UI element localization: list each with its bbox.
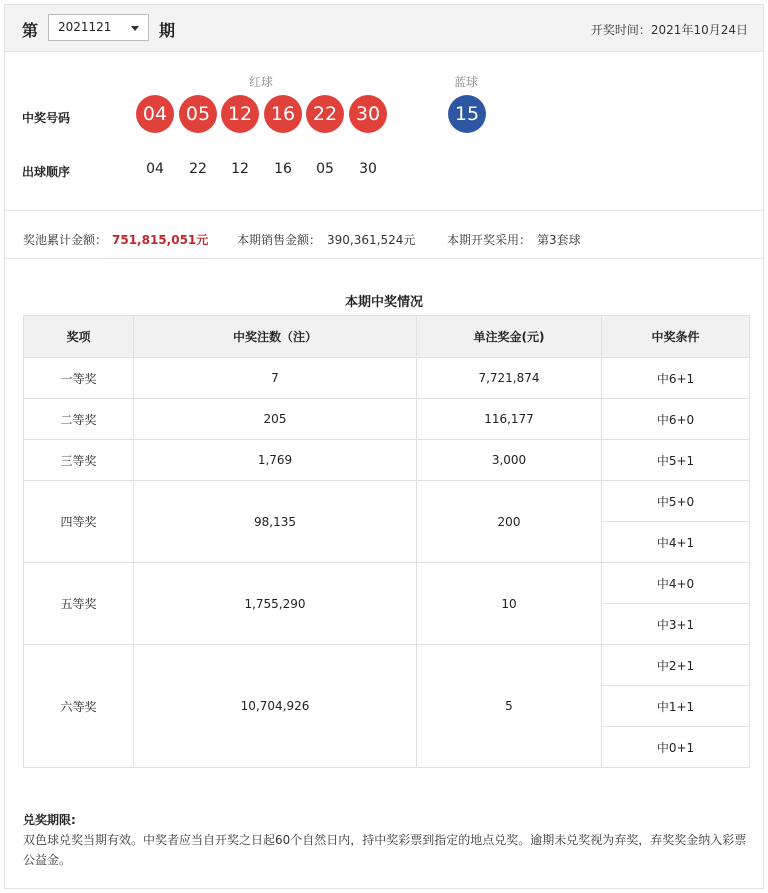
win-condition: 中4+0 xyxy=(602,563,750,604)
column-header-amount: 单注奖金(元) xyxy=(417,316,602,358)
prize-table xyxy=(23,315,750,768)
winning-numbers-label: 中奖号码 xyxy=(22,111,71,125)
prize-amount: 3,000 xyxy=(417,440,602,481)
table-row xyxy=(24,358,750,399)
winner-count: 98,135 xyxy=(134,481,417,563)
win-condition: 中6+0 xyxy=(602,399,750,440)
prize-level: 五等奖 xyxy=(24,563,134,645)
prize-level: 一等奖 xyxy=(24,358,134,399)
win-condition: 中4+1 xyxy=(602,522,750,563)
winner-count: 1,769 xyxy=(134,440,417,481)
prize-level: 三等奖 xyxy=(24,440,134,481)
issue-suffix-label: 期 xyxy=(159,21,176,40)
prize-level: 二等奖 xyxy=(24,399,134,440)
table-row xyxy=(24,645,750,686)
prize-table-title: 本期中奖情况 xyxy=(344,295,423,310)
red-ball: 16 xyxy=(264,95,302,133)
red-ball-header: 红球 xyxy=(249,75,274,89)
divider xyxy=(5,258,763,259)
win-condition: 中5+1 xyxy=(602,440,750,481)
draw-order-number: 05 xyxy=(316,161,334,177)
draw-order-number: 30 xyxy=(359,161,377,177)
win-condition: 中5+0 xyxy=(602,481,750,522)
winner-count: 205 xyxy=(134,399,417,440)
redemption-title: 兑奖期限: xyxy=(23,813,76,827)
blue-ball-header: 蓝球 xyxy=(454,75,479,89)
chevron-down-icon xyxy=(131,26,139,31)
prize-amount: 5 xyxy=(417,645,602,768)
prize-pool-value: 751,815,051元 xyxy=(112,233,209,247)
draw-order-label: 出球顺序 xyxy=(22,165,71,179)
issue-prefix-label: 第 xyxy=(22,21,39,40)
column-header-level: 奖项 xyxy=(24,316,134,358)
ball-set-label: 本期开奖采用： xyxy=(447,233,532,247)
column-header-count: 中奖注数（注） xyxy=(134,316,417,358)
winner-count: 10,704,926 xyxy=(134,645,417,768)
table-row xyxy=(24,563,750,604)
prize-amount: 10 xyxy=(417,563,602,645)
prize-pool-label: 奖池累计金额： xyxy=(23,233,108,247)
red-ball: 30 xyxy=(349,95,387,133)
prize-amount: 200 xyxy=(417,481,602,563)
ball-set-value: 第3套球 xyxy=(537,233,581,247)
win-condition: 中0+1 xyxy=(602,727,750,768)
winner-count: 1,755,290 xyxy=(134,563,417,645)
sales-value: 390,361,524元 xyxy=(327,233,416,247)
red-ball: 05 xyxy=(179,95,217,133)
red-ball: 22 xyxy=(306,95,344,133)
prize-amount: 7,721,874 xyxy=(417,358,602,399)
issue-select[interactable] xyxy=(48,14,149,41)
divider xyxy=(5,210,763,211)
sales-label: 本期销售金额： xyxy=(237,233,322,247)
prize-amount: 116,177 xyxy=(417,399,602,440)
win-condition: 中6+1 xyxy=(602,358,750,399)
table-row xyxy=(24,440,750,481)
draw-order-number: 12 xyxy=(231,161,249,177)
issue-select-value: 2021121 xyxy=(58,20,112,34)
win-condition: 中2+1 xyxy=(602,645,750,686)
prize-level: 四等奖 xyxy=(24,481,134,563)
win-condition: 中3+1 xyxy=(602,604,750,645)
red-ball: 12 xyxy=(221,95,259,133)
draw-order-number: 22 xyxy=(189,161,207,177)
winner-count: 7 xyxy=(134,358,417,399)
draw-date: 开奖时间：2021年10月24日 xyxy=(590,23,748,37)
redemption-text: 双色球兑奖当期有效。中奖者应当自开奖之日起60个自然日内，持中奖彩票到指定的地点兑奖。逾期未兑奖视为弃奖，弃奖奖金纳入彩票公益金。 xyxy=(23,833,747,867)
win-condition: 中1+1 xyxy=(602,686,750,727)
table-row xyxy=(24,481,750,522)
blue-ball: 15 xyxy=(448,95,486,133)
draw-order-number: 16 xyxy=(274,161,292,177)
draw-order-number: 04 xyxy=(146,161,164,177)
prize-level: 六等奖 xyxy=(24,645,134,768)
column-header-condition: 中奖条件 xyxy=(602,316,750,358)
table-header-row xyxy=(24,316,750,358)
red-ball: 04 xyxy=(136,95,174,133)
table-row xyxy=(24,399,750,440)
